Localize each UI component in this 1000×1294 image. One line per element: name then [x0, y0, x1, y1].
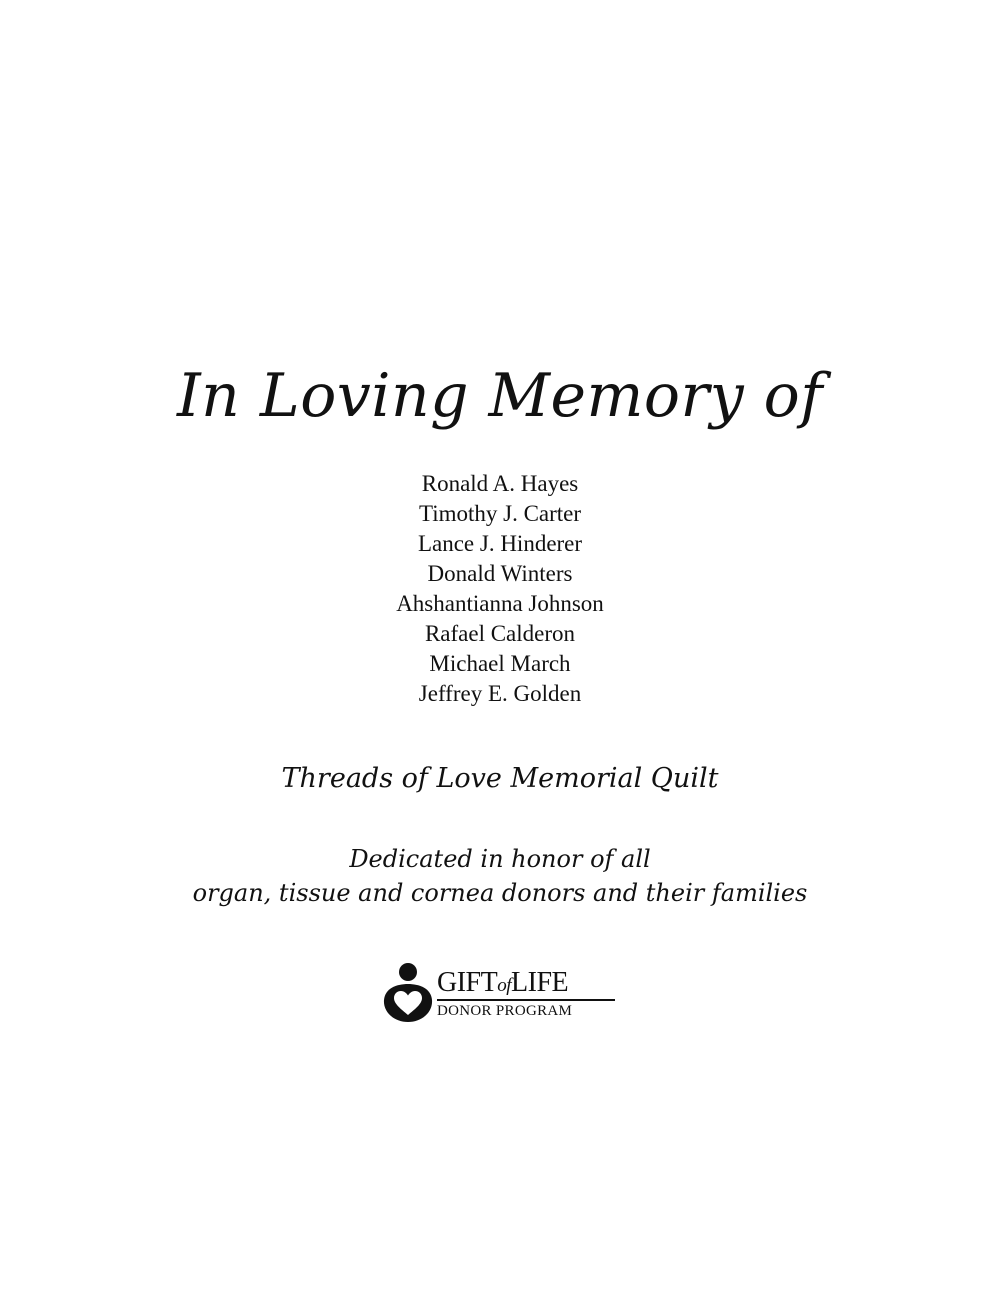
quilt-title: Threads of Love Memorial Quilt — [281, 763, 719, 794]
logo-divider — [437, 999, 615, 1001]
list-item: Ahshantianna Johnson — [396, 591, 604, 616]
names-list — [0, 469, 1000, 709]
donor-heart-figure-icon — [381, 962, 435, 1024]
dedication-text — [0, 842, 1000, 910]
dedication-line-2: organ, tissue and cornea donors and their families — [192, 879, 808, 907]
list-item: Rafael Calderon — [424, 621, 576, 646]
list-item: Ronald A. Hayes — [421, 471, 579, 496]
page-title: In Loving Memory of — [176, 361, 824, 431]
list-item: Jeffrey E. Golden — [418, 681, 582, 706]
gift-of-life-logo — [381, 960, 621, 1026]
list-item: Michael March — [429, 651, 571, 676]
logo-word-life: LIFE — [511, 967, 569, 998]
logo-word-gift: GIFT — [437, 967, 498, 998]
logo-word-of: of — [497, 975, 512, 996]
logo-wordmark — [437, 968, 568, 1001]
list-item: Donald Winters — [427, 561, 573, 586]
list-item: Lance J. Hinderer — [417, 531, 583, 556]
dedication-line-1: Dedicated in honor of all — [349, 845, 651, 873]
logo-subtitle: DONOR PROGRAM — [437, 1003, 573, 1019]
list-item: Timothy J. Carter — [418, 501, 582, 526]
